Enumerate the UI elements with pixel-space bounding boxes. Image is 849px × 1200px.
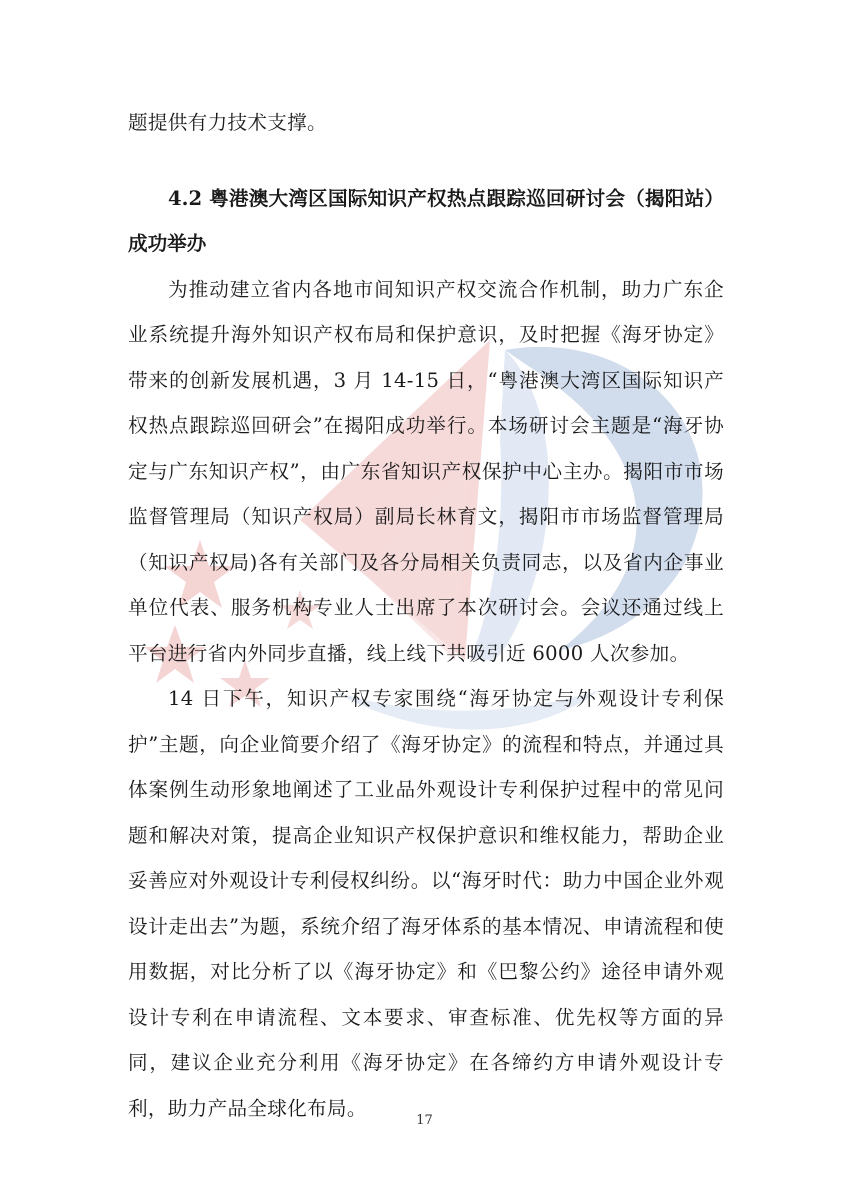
page-number: 17 bbox=[416, 1113, 433, 1128]
paragraph: 为推动建立省内各地市间知识产权交流合作机制，助力广东企业系统提升海外知识产权布局和保护意识，及时把握《海牙协定》带来的创新发展机遇，3 月 14-15 日，“粤港澳大湾区国际知识产权热点跟踪巡回研会”在揭阳成功举行。本场研讨会主题是“海牙协定与广东知识产权”，由广东省知识产权保护中心主办。揭阳市市场监督管理局（知识产权局）副局长林育文，揭阳市市场监督管理局（知识产权局)各有关部门及各分局相关负责同志，以及省内企事业单位代表、服务机构专业人士出席了本次研讨会。会议还通过线上平台进行省内外同步直播，线上线下共吸引近 6000 人次参加。 bbox=[128, 277, 724, 665]
section-heading: 4.2 粤港澳大湾区国际知识产权热点跟踪巡回研讨会（揭阳站）成功举办 bbox=[128, 186, 724, 255]
document-body bbox=[128, 100, 724, 1131]
paragraph: 14 日下午，知识产权专家围绕“海牙协定与外观设计专利保护”主题，向企业简要介绍了《海牙协定》的流程和特点，并通过具体案例生动形象地阐述了工业品外观设计专利保护过程中的常见问题和解决对策，提高企业知识产权保护意识和维权能力，帮助企业妥善应对外观设计专利侵权纠纷。以“海牙时代：助力中国企业外观设计走出去”为题，系统介绍了海牙体系的基本情况、申请流程和使用数据，对比分析了以《海牙协定》和《巴黎公约》途径申请外观设计专利在申请流程、文本要求、审查标准、优先权等方面的异同，建议企业充分利用《海牙协定》在各缔约方申请外观设计专利，助力产品全球化布局。 bbox=[128, 687, 724, 1120]
continuation-text: 题提供有力技术支撑。 bbox=[128, 111, 327, 134]
